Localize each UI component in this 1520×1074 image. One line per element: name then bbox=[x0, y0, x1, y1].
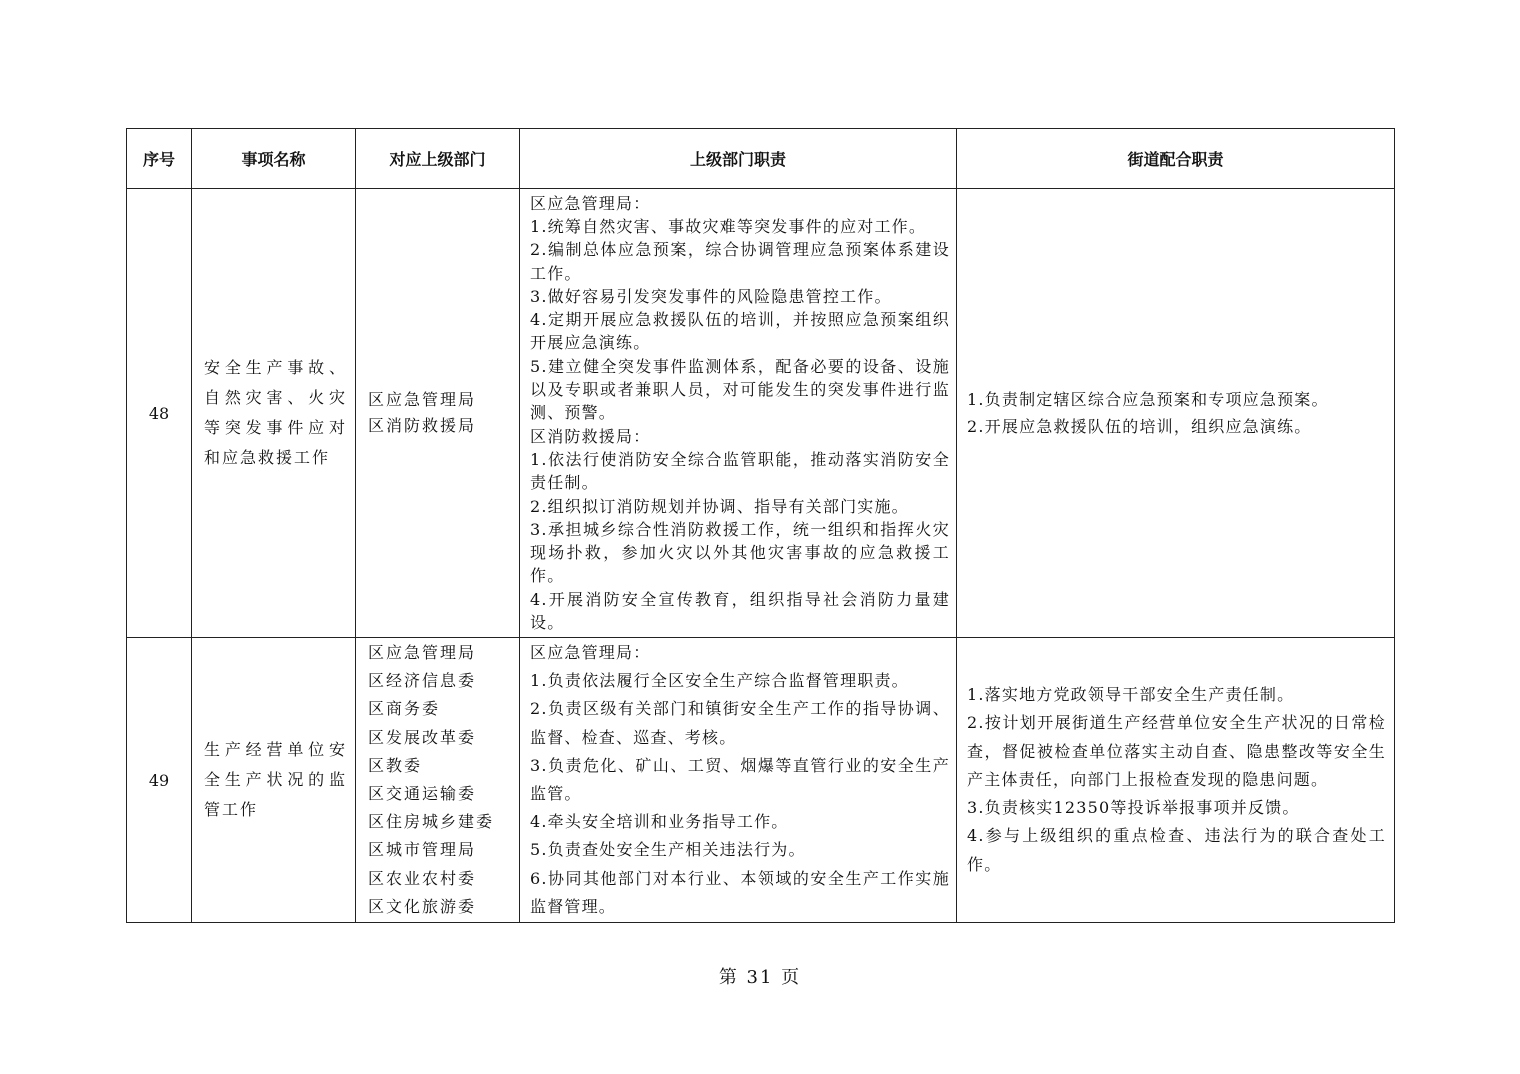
street-duty-line: 3.负责核实12350等投诉举报事项并反馈。 bbox=[967, 798, 1300, 818]
upper-duty-line: 4.开展消防安全宣传教育，组织指导社会消防力量建设。 bbox=[530, 589, 950, 633]
street-duty-line: 1.落实地方党政领导干部安全生产责任制。 bbox=[967, 685, 1295, 705]
row-dept-cell bbox=[356, 189, 520, 638]
upper-duty-line: 1.统筹自然灾害、事故灾难等突发事件的应对工作。 bbox=[530, 216, 927, 236]
row-street-duties bbox=[957, 638, 1395, 923]
upper-duty-line: 6.协同其他部门对本行业、本领域的安全生产工作实施监督管理。 bbox=[530, 868, 950, 916]
page-number: 第 31 页 bbox=[718, 967, 802, 988]
upper-duty-line: 4.牵头安全培训和业务指导工作。 bbox=[530, 812, 789, 832]
street-duty-line: 4.参与上级组织的重点检查、违法行为的联合查处工作。 bbox=[967, 826, 1386, 874]
upper-duty-line: 1.依法行使消防安全综合监管职能，推动落实消防安全责任制。 bbox=[530, 449, 950, 493]
dept-line: 区文化旅游委 bbox=[368, 896, 477, 916]
upper-duty-line: 5.负责查处安全生产相关违法行为。 bbox=[530, 840, 806, 860]
dept-line: 区城市管理局 bbox=[368, 840, 477, 860]
upper-duty-line: 3.做好容易引发突发事件的风险隐患管控工作。 bbox=[530, 286, 892, 306]
upper-duty-line: 区应急管理局： bbox=[530, 193, 651, 213]
upper-duty-line: 2.编制总体应急预案，综合协调管理应急预案体系建设工作。 bbox=[530, 240, 950, 283]
row-seq: 48 bbox=[127, 189, 192, 638]
row-street-duties bbox=[957, 189, 1395, 638]
header-row bbox=[127, 129, 1395, 189]
street-duty-line: 2.开展应急救援队伍的培训，组织应急演练。 bbox=[967, 417, 1312, 436]
header-upper-duties: 上级部门职责 bbox=[520, 129, 957, 189]
duty-table bbox=[126, 128, 1395, 923]
header-dept: 对应上级部门 bbox=[356, 129, 520, 189]
row-upper-duties bbox=[520, 638, 957, 923]
table-row bbox=[127, 189, 1395, 638]
dept-line: 区教委 bbox=[368, 755, 423, 775]
dept-line: 区消防救援局 bbox=[368, 416, 477, 435]
row-seq: 49 bbox=[127, 638, 192, 923]
dept-line: 区交通运输委 bbox=[368, 784, 477, 803]
upper-duty-line: 1.负责依法履行全区安全生产综合监督管理职责。 bbox=[530, 671, 909, 691]
dept-line: 区应急管理局 bbox=[368, 642, 477, 662]
header-street-duties: 街道配合职责 bbox=[957, 129, 1395, 189]
upper-duty-line: 3.承担城乡综合性消防救援工作，统一组织和指挥火灾现场扑救，参加火灾以外其他灾害事故的应急救援工作。 bbox=[530, 519, 950, 586]
upper-duty-line: 5.建立健全突发事件监测体系，配备必要的设备、设施以及专职或者兼职人员，对可能发生的突发事件进行监测、预警。 bbox=[530, 356, 950, 423]
dept-line: 区农业农村委 bbox=[368, 868, 477, 888]
dept-line: 区商务委 bbox=[368, 699, 441, 719]
dept-line: 区经济信息委 bbox=[368, 671, 477, 691]
row-item-name: 安全生产事故、自然灾害、火灾等突发事件应对和应急救援工作 bbox=[192, 189, 356, 638]
row-dept-cell bbox=[356, 638, 520, 923]
street-duty-line: 2.按计划开展街道生产经营单位安全生产状况的日常检查，督促被检查单位落实主动自查、隐患整改等安全生产主体责任，向部门上报检查发现的隐患问题。 bbox=[967, 713, 1386, 789]
dept-line: 区应急管理局 bbox=[368, 390, 477, 409]
upper-duty-line: 区应急管理局： bbox=[530, 642, 651, 662]
row-upper-duties bbox=[520, 189, 957, 638]
header-seq: 序号 bbox=[127, 129, 192, 189]
dept-line: 区发展改革委 bbox=[368, 727, 477, 747]
row-item-name: 生产经营单位安全生产状况的监管工作 bbox=[192, 638, 356, 923]
table-row bbox=[127, 638, 1395, 923]
upper-duty-line: 2.负责区级有关部门和镇街安全生产工作的指导协调、监督、检查、巡查、考核。 bbox=[530, 699, 950, 747]
upper-duty-line: 区消防救援局： bbox=[530, 426, 651, 446]
header-name: 事项名称 bbox=[192, 129, 356, 189]
upper-duty-line: 3.负责危化、矿山、工贸、烟爆等直管行业的安全生产监管。 bbox=[530, 755, 950, 803]
dept-line: 区住房城乡建委 bbox=[368, 812, 495, 832]
street-duty-line: 1.负责制定辖区综合应急预案和专项应急预案。 bbox=[967, 390, 1329, 409]
upper-duty-line: 2.组织拟订消防规划并协调、指导有关部门实施。 bbox=[530, 496, 909, 516]
upper-duty-line: 4.定期开展应急救援队伍的培训，并按照应急预案组织开展应急演练。 bbox=[530, 310, 950, 353]
